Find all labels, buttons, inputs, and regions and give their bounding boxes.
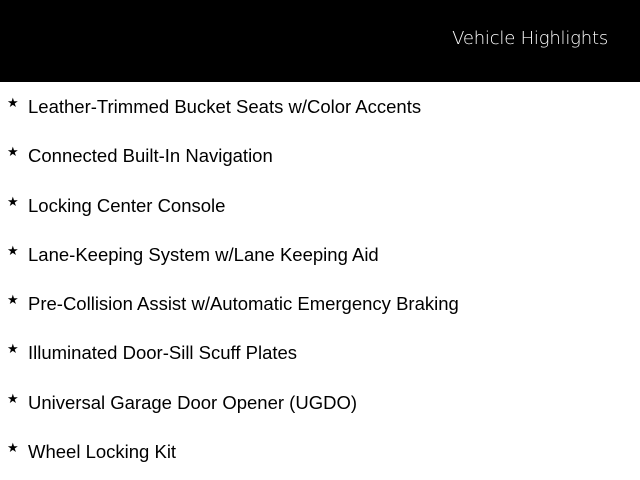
highlight-label: Leather-Trimmed Bucket Seats w/Color Accents bbox=[28, 96, 422, 117]
star-icon: ★ bbox=[7, 194, 19, 210]
list-item bbox=[0, 378, 640, 427]
list-item bbox=[0, 131, 640, 180]
highlight-label: Wheel Locking Kit bbox=[28, 441, 177, 463]
star-icon: ★ bbox=[7, 96, 19, 111]
highlight-label: Illuminated Door-Sill Scuff Plates bbox=[28, 342, 298, 364]
star-icon: ★ bbox=[7, 391, 19, 407]
list-item bbox=[0, 427, 640, 476]
list-item bbox=[0, 328, 640, 377]
highlight-label: Locking Center Console bbox=[28, 194, 226, 216]
star-icon: ★ bbox=[7, 342, 19, 358]
list-item bbox=[0, 279, 640, 328]
star-icon: ★ bbox=[7, 293, 19, 309]
list-item bbox=[0, 82, 640, 131]
highlight-label: Lane-Keeping System w/Lane Keeping Aid bbox=[28, 243, 379, 265]
list-item bbox=[0, 181, 640, 230]
star-icon: ★ bbox=[7, 441, 19, 457]
highlight-label: Universal Garage Door Opener (UGDO) bbox=[28, 391, 357, 413]
header-bar bbox=[0, 0, 640, 82]
star-icon: ★ bbox=[7, 243, 19, 259]
highlights-list bbox=[0, 82, 640, 476]
highlight-label: Connected Built-In Navigation bbox=[28, 145, 273, 167]
page-title: Vehicle Highlights bbox=[452, 28, 608, 49]
star-icon: ★ bbox=[7, 145, 19, 161]
highlight-label: Pre-Collision Assist w/Automatic Emergency Braking bbox=[28, 293, 459, 315]
list-item bbox=[0, 230, 640, 279]
